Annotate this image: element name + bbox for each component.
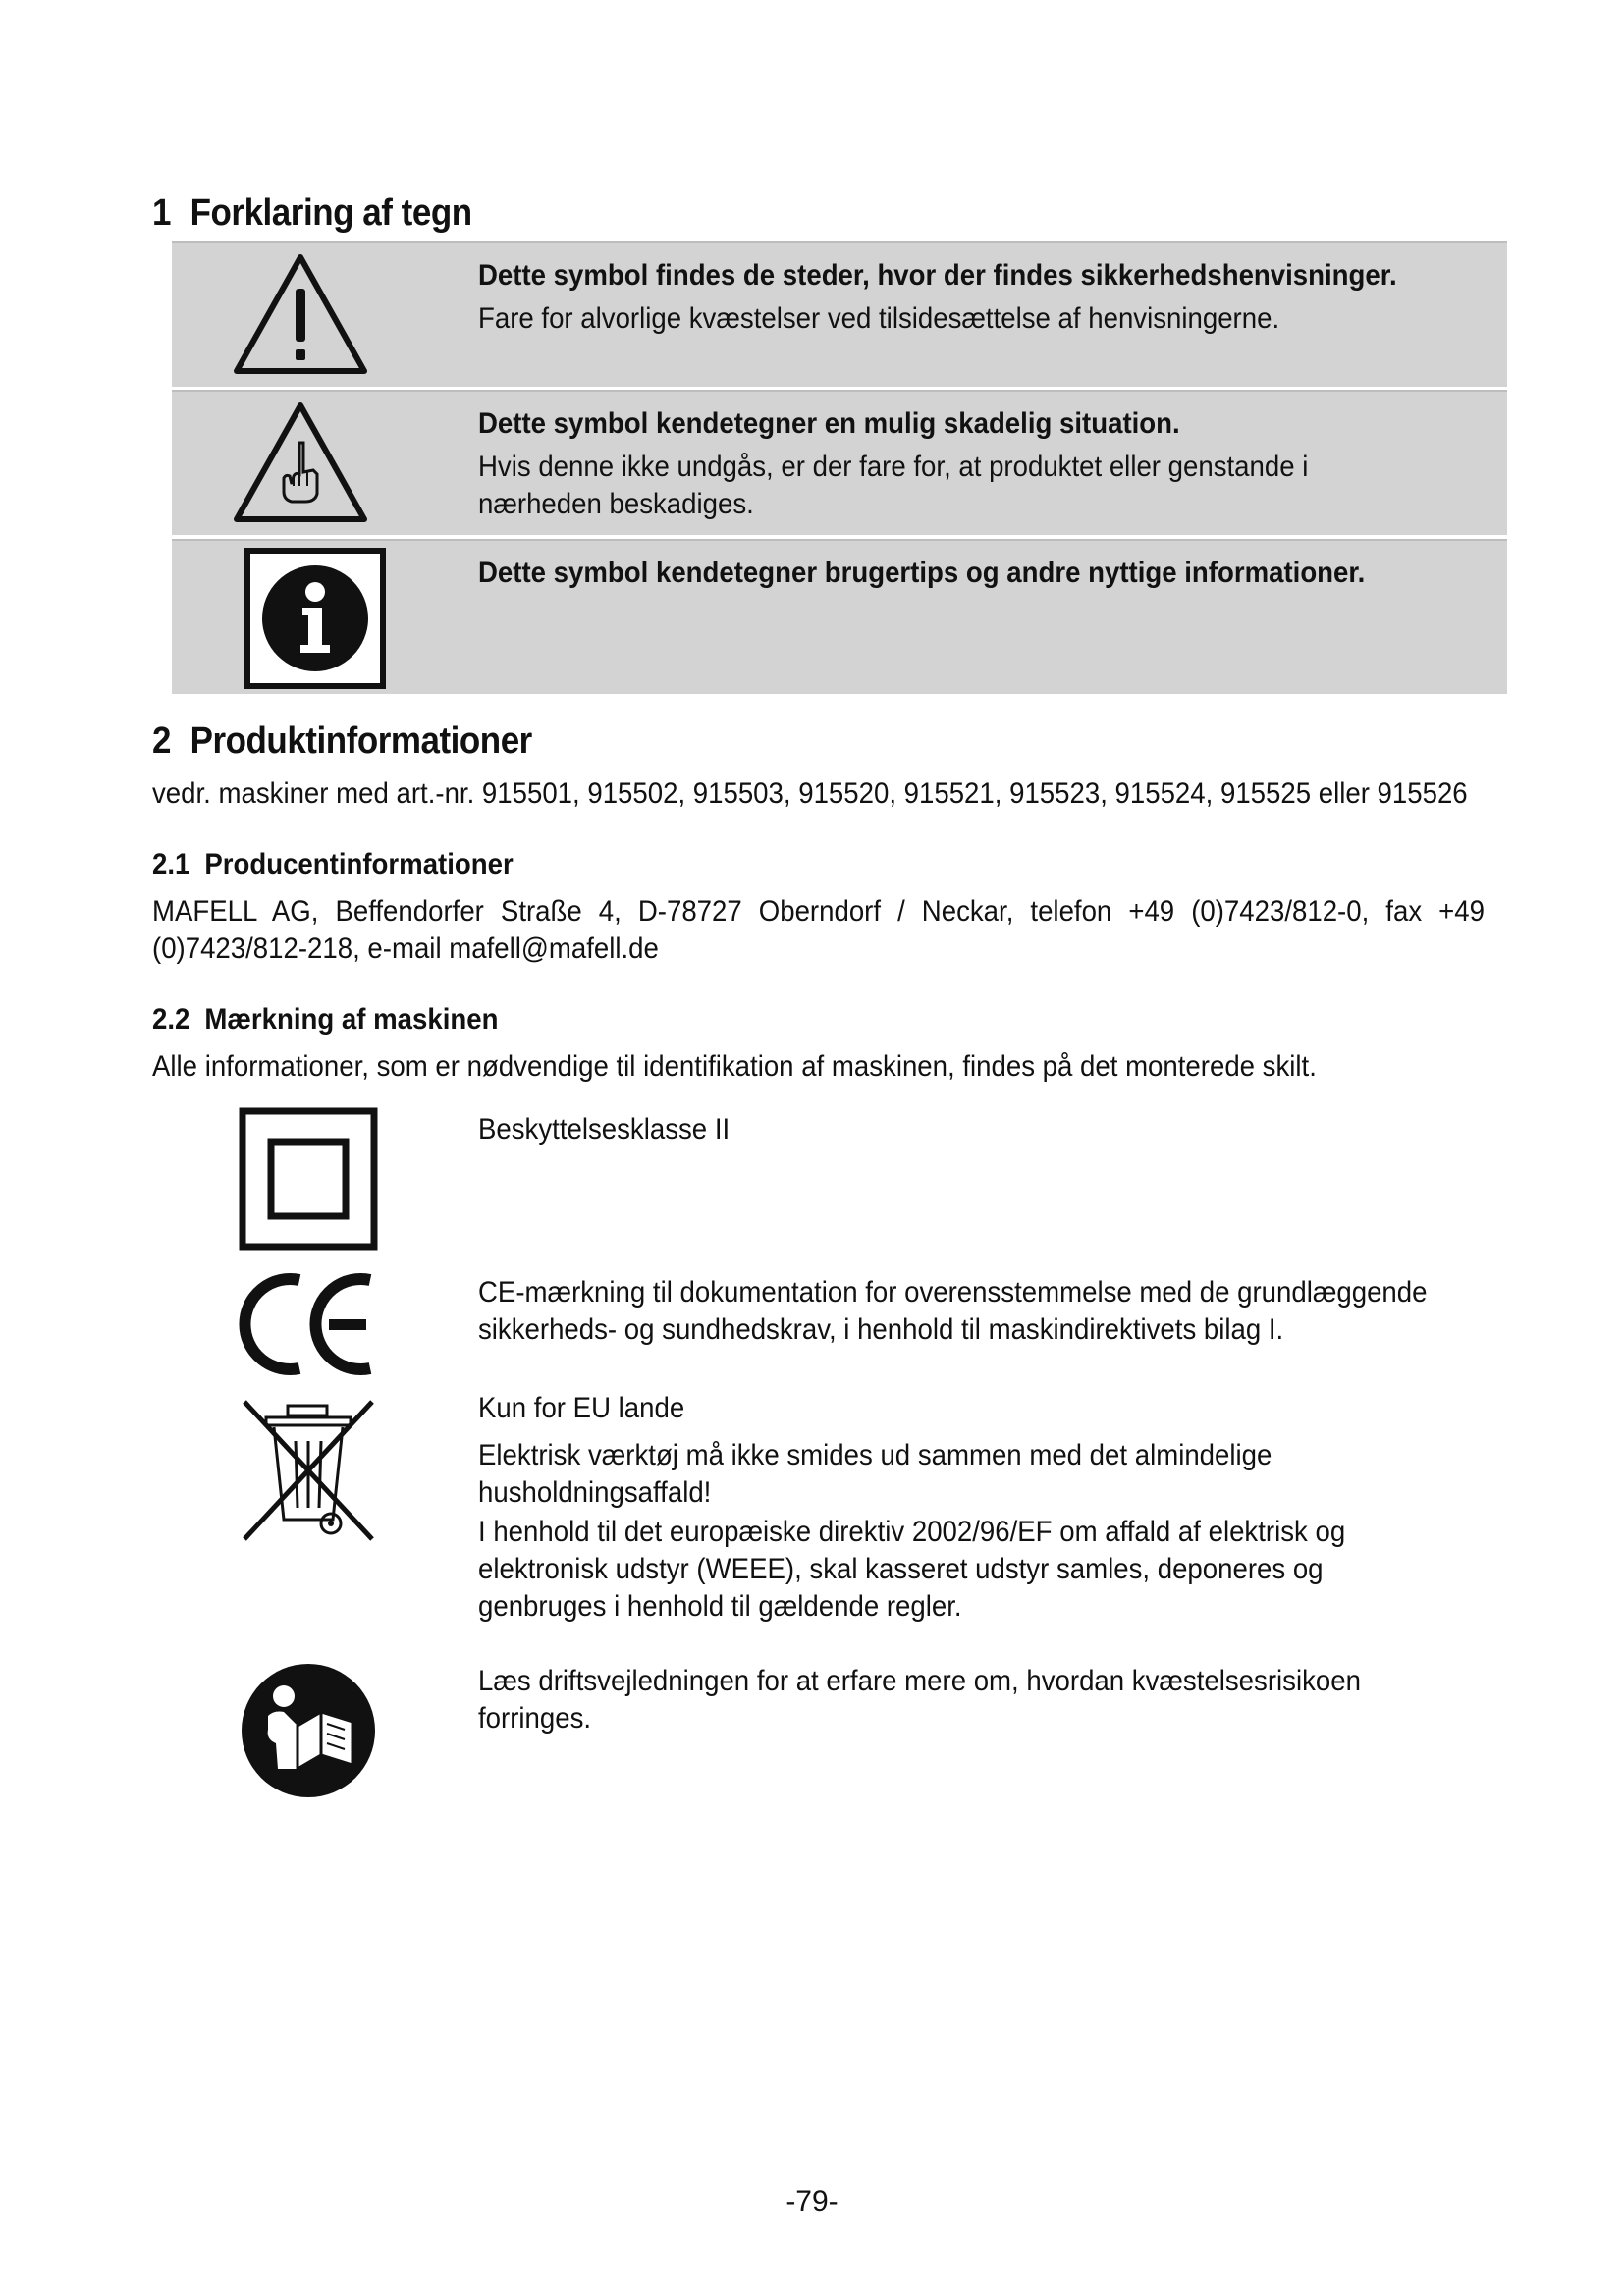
section-2-heading bbox=[152, 721, 532, 763]
mark-line: Kun for EU lande bbox=[478, 1392, 685, 1424]
mark-line: Læs driftsvejledningen for at erfare mere om, hvordan kvæstelsesrisikoen forringes. bbox=[478, 1665, 1361, 1735]
weee-crossed-bin-icon bbox=[239, 1398, 378, 1548]
symbol-description bbox=[478, 555, 1418, 598]
symbol-heading: Dette symbol kendetegner brugertips og andre nyttige informationer. bbox=[478, 557, 1366, 589]
symbol-description bbox=[478, 257, 1418, 338]
mark-description bbox=[478, 1111, 1435, 1154]
symbol-heading: Dette symbol kendetegner en mulig skadelig situation. bbox=[478, 407, 1180, 440]
page-number: -79- bbox=[785, 2185, 839, 2217]
mark-row-weee bbox=[172, 1390, 1507, 1645]
warning-triangle-icon bbox=[231, 251, 370, 382]
section-number: 1 bbox=[152, 192, 171, 234]
symbol-description bbox=[478, 405, 1418, 523]
ce-mark-icon bbox=[239, 1270, 378, 1383]
manufacturer-info: MAFELL AG, Beffendorfer Straße 4, D-78727 Oberndorf / Neckar, telefon +49 (0)7423/812-0, fax +49 (0)7423/812-218, e-mail mafell@mafell.de bbox=[152, 895, 1485, 965]
symbol-row-info bbox=[172, 539, 1507, 694]
protection-class-ii-icon bbox=[239, 1107, 378, 1255]
mark-description bbox=[478, 1274, 1435, 1355]
subsection-2-2-heading bbox=[152, 1003, 498, 1037]
mark-row-ce bbox=[172, 1266, 1507, 1384]
section-number: 2 bbox=[152, 721, 171, 762]
read-manual-icon bbox=[239, 1661, 378, 1805]
symbol-row-caution bbox=[172, 390, 1507, 535]
subsection-title: Mærkning af maskinen bbox=[204, 1003, 499, 1036]
section-1-heading bbox=[152, 192, 472, 235]
subsection-number: 2.2 bbox=[152, 1003, 190, 1036]
mark-line: Beskyttelsesklasse II bbox=[478, 1113, 731, 1146]
symbol-text: Fare for alvorlige kvæstelser ved tilsidesættelse af henvisningerne. bbox=[478, 302, 1280, 335]
mark-row-protection-class bbox=[172, 1103, 1507, 1260]
section-title: Forklaring af tegn bbox=[189, 192, 472, 234]
subsection-2-1-heading bbox=[152, 848, 514, 881]
symbol-heading: Dette symbol findes de steder, hvor der findes sikkerhedshenvisninger. bbox=[478, 259, 1397, 292]
product-intro: vedr. maskiner med art.-nr. 915501, 915502, 915503, 915520, 915521, 915523, 915524, 915525 eller 915526 bbox=[152, 777, 1468, 810]
marking-intro: Alle informationer, som er nødvendige til identifikation af maskinen, findes på det monterede skilt. bbox=[152, 1050, 1317, 1083]
info-icon bbox=[244, 547, 387, 695]
subsection-number: 2.1 bbox=[152, 848, 190, 881]
symbol-text: Hvis denne ikke undgås, er der fare for, at produktet eller genstande i nærheden beskadiges. bbox=[478, 451, 1309, 520]
mark-row-read-manual bbox=[172, 1653, 1507, 1810]
symbol-row-warning bbox=[172, 241, 1507, 387]
mark-description bbox=[478, 1390, 1435, 1631]
mark-line: I henhold til det europæiske direktiv 2002/96/EF om affald af elektrisk og elektronisk udstyr (WEEE), skal kasseret udstyr samles, deponeres og genbruges i henhold til gældende regler. bbox=[478, 1516, 1346, 1623]
mark-line: Elektrisk værktøj må ikke smides ud sammen med det almindelige husholdningsaffald! bbox=[478, 1439, 1272, 1509]
mark-line: CE-mærkning til dokumentation for overensstemmelse med de grundlæggende sikkerheds- og sundhedskrav, i henhold til maskindirektivets bilag I. bbox=[478, 1276, 1428, 1346]
caution-hand-triangle-icon bbox=[231, 400, 370, 530]
subsection-title: Producentinformationer bbox=[204, 848, 514, 881]
section-title: Produktinformationer bbox=[189, 721, 532, 762]
mark-description bbox=[478, 1663, 1435, 1743]
